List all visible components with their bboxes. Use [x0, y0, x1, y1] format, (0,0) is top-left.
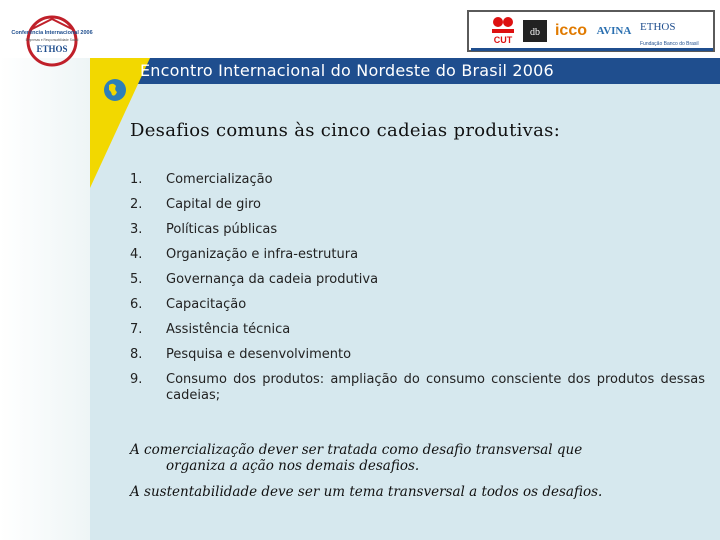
list-item	[130, 297, 705, 322]
db-logo-text: db	[530, 27, 540, 38]
banner-title: Encontro Internacional do Nordeste do Brasil 2006	[140, 61, 554, 80]
note1-line2: organiza a ação nos demais desafios.	[166, 458, 420, 474]
db-logo-icon	[523, 20, 547, 42]
note-sustainability: A sustentabilidade deve ser um tema transversal a todos os desafios.	[130, 484, 603, 500]
list-item	[130, 272, 705, 297]
challenges-list	[130, 172, 705, 414]
item-text: Pesquisa e desenvolvimento	[166, 347, 352, 362]
item-text: Assistência técnica	[166, 322, 291, 337]
icco-logo-icon	[550, 17, 592, 43]
item-number: 3.	[130, 222, 143, 237]
item-number: 8.	[130, 347, 143, 362]
icco-logo-text: icco	[554, 22, 588, 39]
left-stripe	[0, 58, 90, 540]
instituto-ethos-logo-icon	[638, 14, 712, 48]
logo-name: ETHOS	[36, 44, 68, 54]
item-number: 4.	[130, 247, 143, 262]
item-number: 5.	[130, 272, 143, 287]
cut-logo-icon	[490, 15, 516, 45]
logo-line1: Conferência Internacional 2006	[11, 30, 93, 36]
list-item	[130, 347, 705, 372]
item-text: Consumo dos produtos: ampliação do consumo consciente dos produtos dessas cadeias;	[166, 372, 705, 403]
item-text: Governança da cadeia produtiva	[166, 272, 379, 287]
ethos-conference-logo	[10, 14, 94, 68]
list-item	[130, 197, 705, 222]
ethos-logo-text: ETHOS	[640, 21, 676, 33]
item-text: Organização e infra-estrutura	[166, 247, 359, 262]
avina-logo-text: AVINA	[596, 25, 632, 37]
list-item	[130, 222, 705, 247]
item-text: Capacitação	[166, 297, 247, 312]
note1-line1: A comercialização dever ser tratada como desafio transversal que	[130, 442, 583, 458]
logo-line2: Empresas e Responsabilidade Social	[25, 38, 79, 42]
item-number: 7.	[130, 322, 143, 337]
partner-stripe	[471, 48, 713, 51]
item-text: Políticas públicas	[166, 222, 278, 237]
item-text: Comercialização	[166, 172, 273, 187]
list-item	[130, 372, 705, 414]
globe-icon	[103, 78, 127, 102]
item-text: Capital de giro	[166, 197, 261, 212]
list-item	[130, 172, 705, 197]
item-number: 2.	[130, 197, 143, 212]
note-commercialization	[130, 442, 700, 474]
item-number: 9.	[130, 372, 143, 387]
list-item	[130, 322, 705, 347]
item-number: 1.	[130, 172, 143, 187]
fbb-logo-text: Fundação Banco do Brasil	[640, 41, 699, 47]
avina-logo-icon	[594, 18, 634, 42]
list-item	[130, 247, 705, 272]
item-number: 6.	[130, 297, 143, 312]
cut-logo-text: CUT	[493, 35, 513, 45]
slide-heading: Desafios comuns às cinco cadeias produtivas:	[130, 120, 561, 141]
